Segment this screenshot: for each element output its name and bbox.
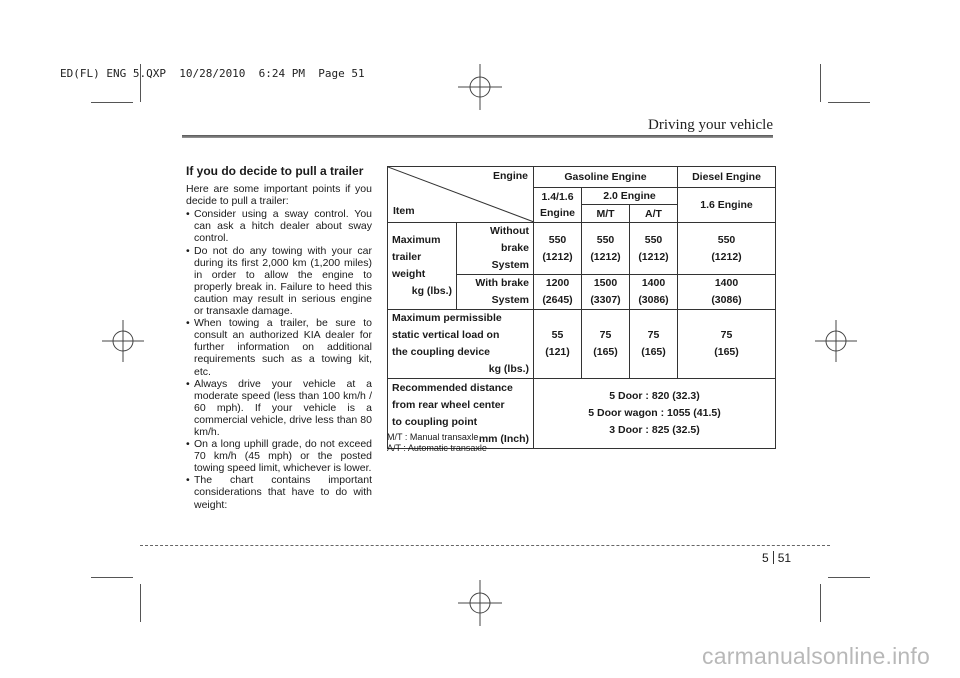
at-header: A/T bbox=[630, 205, 678, 223]
note-at: A/T : Automatic transaxle bbox=[387, 443, 487, 453]
engine-14-16-header: 1.4/1.6 Engine bbox=[534, 188, 582, 223]
table-cell: 75 (165) bbox=[582, 310, 630, 379]
left-column bbox=[186, 165, 372, 511]
mt-header: M/T bbox=[582, 205, 630, 223]
table-cell: 75 (165) bbox=[630, 310, 678, 379]
list-item: • Consider using a sway control. You can ask a hitch dealer about sway control. bbox=[186, 208, 372, 244]
watermark: carmanualsonline.info bbox=[702, 643, 930, 669]
footer-rule bbox=[140, 545, 830, 546]
table-cell: 75 (165) bbox=[678, 310, 776, 379]
with-brake-label: With brake System bbox=[457, 275, 534, 310]
table-notes bbox=[387, 432, 487, 454]
page-index: 51 bbox=[777, 551, 792, 565]
registration-mark-left bbox=[100, 318, 146, 364]
gasoline-engine-header: Gasoline Engine bbox=[534, 167, 678, 188]
page-number bbox=[762, 551, 791, 565]
table-cell: 1400 (3086) bbox=[678, 275, 776, 310]
print-slug: ED(FL) ENG 5.QXP 10/28/2010 6:24 PM Page 51 bbox=[60, 67, 365, 80]
list-item: • The chart contains important considerations that have to do with weight: bbox=[186, 474, 372, 510]
table-cell: 550 (1212) bbox=[534, 223, 582, 275]
header-rule bbox=[182, 135, 773, 138]
engine-20-header: 2.0 Engine bbox=[582, 188, 678, 205]
chapter-number: 5 bbox=[762, 551, 769, 565]
table-cell: 55 (121) bbox=[534, 310, 582, 379]
table-cell: 1400 (3086) bbox=[630, 275, 678, 310]
table-cell: 1200 (2645) bbox=[534, 275, 582, 310]
list-item: • Do not do any towing with your car during its first 2,000 km (1,200 miles) in order to allow the engine to properly break in. Failure to heed this caution may result in serious engine or transaxle damage. bbox=[186, 245, 372, 318]
list-item: • When towing a trailer, be sure to consult an authorized KIA dealer for further information on additional requirements such as a towing kit, etc. bbox=[186, 317, 372, 377]
registration-mark-right bbox=[813, 318, 859, 364]
table-cell: 1500 (3307) bbox=[582, 275, 630, 310]
intro-paragraph: Here are some important points if you decide to pull a trailer: bbox=[186, 183, 372, 208]
table-corner-cell bbox=[388, 167, 534, 223]
section-title: Driving your vehicle bbox=[648, 117, 773, 133]
corner-engine-label: Engine bbox=[492, 170, 528, 182]
max-trailer-weight-label: Maximum trailer weight kg (lbs.) bbox=[388, 223, 457, 310]
corner-item-label: Item bbox=[393, 205, 415, 217]
table-cell: 550 (1212) bbox=[630, 223, 678, 275]
section-heading: If you do decide to pull a trailer bbox=[186, 164, 364, 178]
diesel-16-header: 1.6 Engine bbox=[678, 188, 776, 223]
list-item: • Always drive your vehicle at a moderate speed (less than 100 km/h / 60 mph). If your vehicle is a commercial vehicle, drive less than 80 km/h. bbox=[186, 378, 372, 438]
registration-mark-bottom bbox=[455, 580, 505, 626]
table-cell: 550 (1212) bbox=[678, 223, 776, 275]
table-cell: 550 (1212) bbox=[582, 223, 630, 275]
diesel-engine-header: Diesel Engine bbox=[678, 167, 776, 188]
vertical-load-label: Maximum permissible static vertical load on the coupling device kg (lbs.) bbox=[388, 310, 534, 379]
trailer-weight-table bbox=[387, 166, 776, 449]
distance-values: 5 Door : 820 (32.3) 5 Door wagon : 1055 (41.5) 3 Door : 825 (32.5) bbox=[534, 379, 776, 449]
note-mt: M/T : Manual transaxle bbox=[387, 432, 479, 442]
list-item: • On a long uphill grade, do not exceed 70 km/h (45 mph) or the posted towing speed limit, whichever is lower. bbox=[186, 438, 372, 474]
towing-tips-list bbox=[186, 208, 372, 510]
without-brake-label: Without brake System bbox=[457, 223, 534, 275]
registration-mark-top bbox=[455, 64, 505, 110]
distance-label: Recommended distance from rear wheel center to coupling point mm (Inch) bbox=[388, 379, 534, 449]
